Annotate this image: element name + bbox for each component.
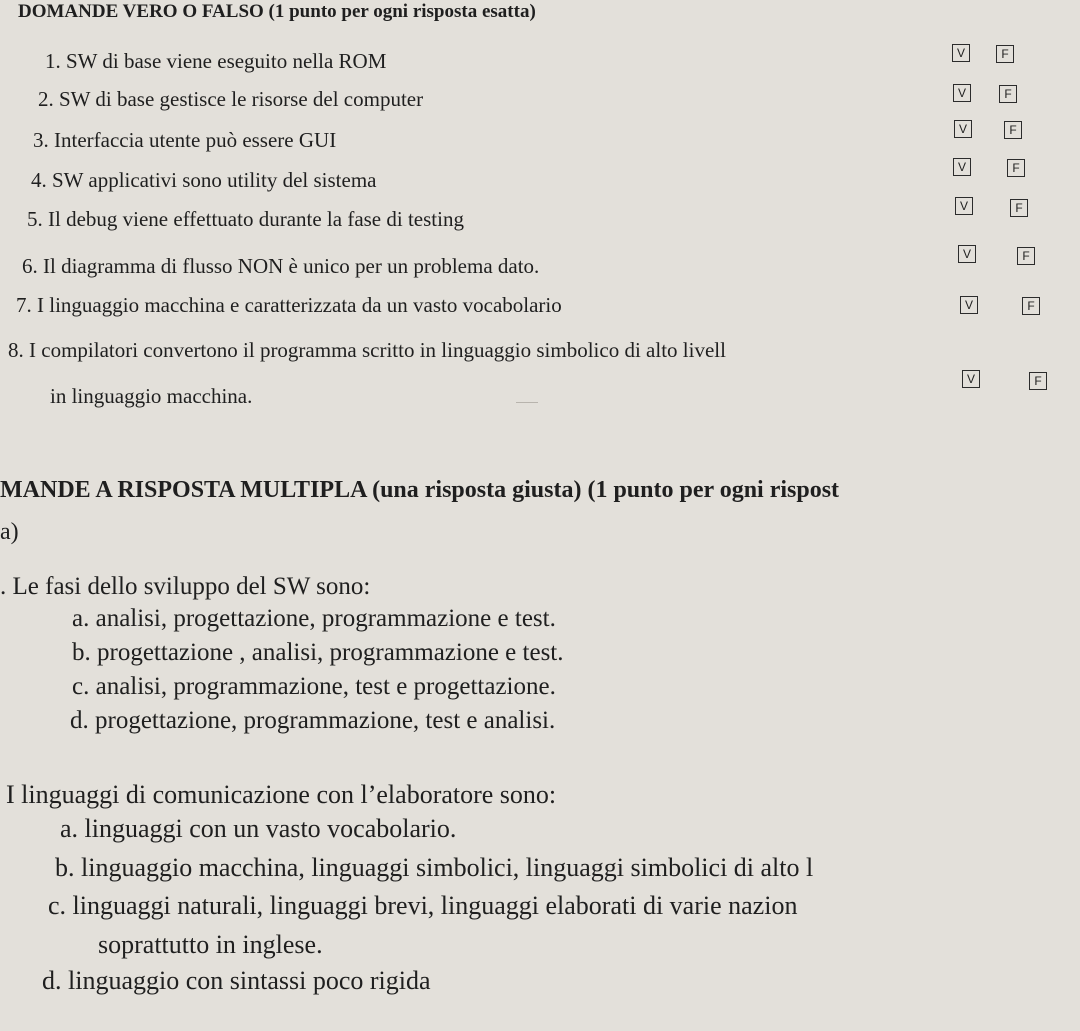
tf-q4-true-box[interactable]: V: [953, 158, 971, 176]
tf-q8-false-box[interactable]: F: [1029, 372, 1047, 390]
tf-q2-true-box[interactable]: V: [953, 84, 971, 102]
tf-q2-false-box[interactable]: F: [999, 85, 1017, 103]
tf-q1-true-box[interactable]: V: [952, 44, 970, 62]
mc-q2-option-d[interactable]: d. linguaggio con sintassi poco rigida: [42, 966, 431, 995]
mc-q2-option-c-continued: soprattutto in inglese.: [98, 930, 323, 959]
tf-q3-true-box[interactable]: V: [954, 120, 972, 138]
mc-q1-option-c[interactable]: c. analisi, programmazione, test e progettazione.: [72, 673, 556, 700]
mc-q2-option-c[interactable]: c. linguaggi naturali, linguaggi brevi, linguaggi elaborati di varie nazion: [48, 891, 798, 920]
tf-q4-false-box[interactable]: F: [1007, 159, 1025, 177]
tf-question-6: 6. Il diagramma di flusso NON è unico per un problema dato.: [22, 254, 540, 278]
tf-q6-false-box[interactable]: F: [1017, 247, 1035, 265]
mc-q2-option-a[interactable]: a. linguaggi con un vasto vocabolario.: [60, 814, 457, 843]
mc-question-2: I linguaggi di comunicazione con l’elaboratore sono:: [6, 780, 557, 809]
tf-question-7: 7. I linguaggio macchina e caratterizzata da un vasto vocabolario: [16, 293, 562, 317]
tf-q5-false-box[interactable]: F: [1010, 199, 1028, 217]
tf-q6-true-box[interactable]: V: [958, 245, 976, 263]
mc-q2-option-b[interactable]: b. linguaggio macchina, linguaggi simbolici, linguaggi simbolici di alto l: [55, 853, 814, 882]
tf-q3-false-box[interactable]: F: [1004, 121, 1022, 139]
tf-q5-true-box[interactable]: V: [955, 197, 973, 215]
tf-q7-true-box[interactable]: V: [960, 296, 978, 314]
tf-q1-false-box[interactable]: F: [996, 45, 1014, 63]
tf-q7-false-box[interactable]: F: [1022, 297, 1040, 315]
mc-section-heading: MANDE A RISPOSTA MULTIPLA (una risposta giusta) (1 punto per ogni rispost: [0, 477, 840, 503]
tf-question-1: 1. SW di base viene eseguito nella ROM: [45, 49, 387, 73]
pencil-mark: [516, 402, 538, 403]
mc-q1-option-a[interactable]: a. analisi, progettazione, programmazione e test.: [72, 605, 556, 632]
tf-question-2: 2. SW di base gestisce le risorse del computer: [38, 87, 424, 111]
tf-question-5: 5. Il debug viene effettuato durante la fase di testing: [27, 207, 464, 231]
tf-section-heading: DOMANDE VERO O FALSO (1 punto per ogni risposta esatta): [18, 1, 536, 22]
mc-section-heading-continued: a): [0, 519, 19, 545]
tf-question-8-continued: in linguaggio macchina.: [50, 384, 253, 408]
mc-q1-option-d[interactable]: d. progettazione, programmazione, test e analisi.: [70, 707, 556, 734]
mc-question-1: . Le fasi dello sviluppo del SW sono:: [0, 573, 371, 600]
tf-question-8: 8. I compilatori convertono il programma scritto in linguaggio simbolico di alto livell: [8, 338, 726, 362]
tf-q8-true-box[interactable]: V: [962, 370, 980, 388]
mc-q1-option-b[interactable]: b. progettazione , analisi, programmazione e test.: [72, 639, 564, 666]
tf-question-4: 4. SW applicativi sono utility del sistema: [31, 168, 377, 192]
tf-question-3: 3. Interfaccia utente può essere GUI: [33, 128, 337, 152]
